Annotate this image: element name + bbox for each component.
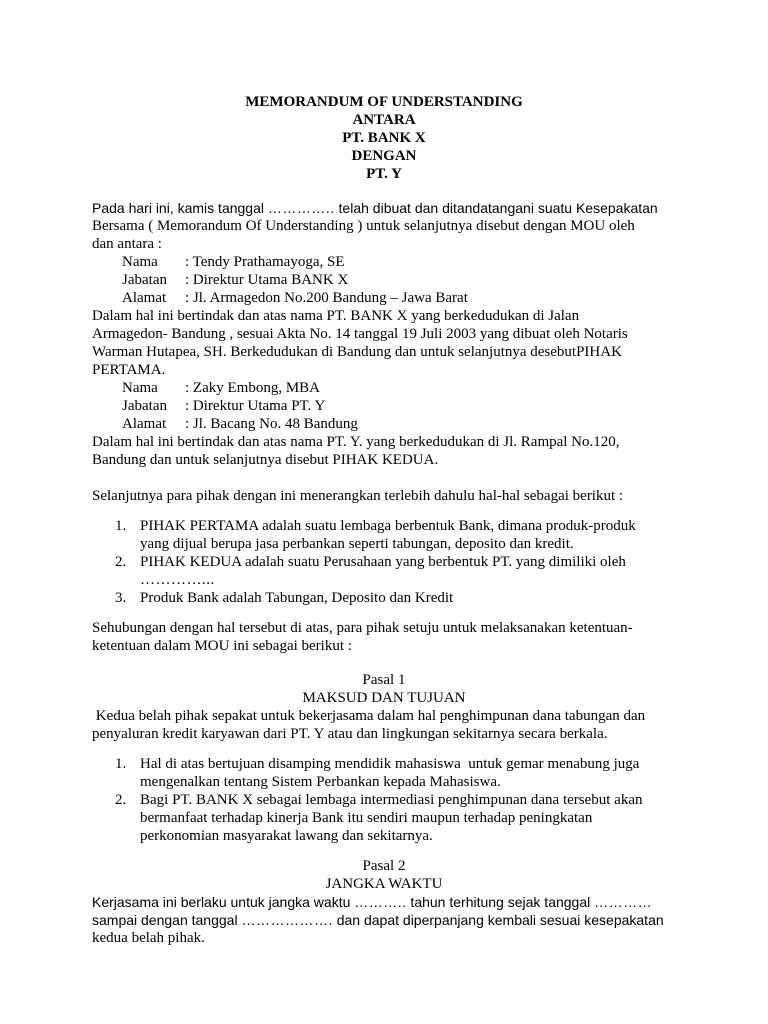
title-line-memorandum: MEMORANDUM OF UNDERSTANDING: [245, 94, 523, 110]
title-line-antara: ANTARA: [352, 112, 416, 128]
intro-line-1: [92, 199, 658, 217]
recital-item-number: 3.: [115, 590, 127, 606]
party1-jabatan-label: Jabatan: [122, 272, 167, 288]
pasal2-line-3: kedua belah pihak.: [92, 930, 205, 946]
pasal1-body-line: Kedua belah pihak sepakat untuk bekerjasama dalam hal penghimpunan dana tabungan dan: [92, 708, 646, 724]
recital-item-line: Produk Bank adalah Tabungan, Deposito dan Kredit: [140, 590, 454, 606]
pasal1-item-line: Hal di atas bertujuan disamping mendidik mahasiswa untuk gemar menabung juga: [140, 756, 640, 772]
pasal2-text: tahun terhitung sejak tanggal: [406, 894, 595, 910]
recital-intro: Selanjutnya para pihak dengan ini menerangkan terlebih dahulu hal-hal sebagai berikut :: [92, 488, 624, 504]
pasal1-item-line: mengenalkan tentang Sistem Perbankan kepada Mahasiswa.: [140, 774, 501, 790]
party2-alamat-value: : Jl. Bacang No. 48 Bandung: [185, 416, 358, 432]
intro-text-end: telah dibuat dan ditandatangani suatu Kesepakatan: [334, 200, 658, 216]
party1-jabatan-value: : Direktur Utama BANK X: [185, 272, 349, 288]
date-blank: …………..: [267, 200, 335, 216]
party2-jabatan-label: Jabatan: [122, 398, 167, 414]
pasal2-subtitle: JANGKA WAKTU: [325, 876, 443, 892]
intro-line-2: Bersama ( Memorandum Of Understanding ) untuk selanjutnya disebut dengan MOU oleh: [92, 218, 635, 234]
end-date-blank: ……………….: [241, 912, 333, 928]
duration-blank: ………..: [354, 894, 407, 910]
agreement-line: ketentuan dalam MOU ini sebagai berikut :: [92, 638, 352, 654]
recital-item-line: yang dijual berupa jasa perbankan seperti tabungan, deposito dan kredit.: [140, 536, 574, 552]
title-line-pty: PT. Y: [366, 166, 402, 182]
pasal1-item-line: Bagi PT. BANK X sebagai lembaga intermediasi penghimpunan dana tersebut akan: [140, 792, 643, 808]
intro-line-3: dan antara :: [92, 236, 162, 252]
pasal1-item-line: perkonomian masyarakat lawang dan sekitarnya.: [140, 828, 433, 844]
pasal2-title: Pasal 2: [362, 858, 406, 874]
party1-nama-value: : Tendy Prathamayoga, SE: [185, 254, 345, 270]
party2-nama-label: Nama: [122, 380, 158, 396]
party2-alamat-label: Alamat: [122, 416, 167, 432]
pasal1-title: Pasal 1: [362, 672, 406, 688]
party2-jabatan-value: : Direktur Utama PT. Y: [185, 398, 326, 414]
pasal1-body-line: penyaluran kredit karyawan dari PT. Y atau dan lingkungan sekitarnya secara berkala.: [92, 726, 608, 742]
intro-text-start: Pada hari ini, kamis tanggal: [92, 200, 268, 216]
title-line-dengan: DENGAN: [351, 148, 417, 164]
recital-item-line: PIHAK KEDUA adalah suatu Perusahaan yang berbentuk PT. yang dimiliki oleh: [140, 554, 626, 570]
pasal2-line-2: [92, 911, 664, 929]
recital-item-number: 1.: [115, 518, 127, 534]
party1-nama-label: Nama: [122, 254, 158, 270]
owner-blank: …………...: [140, 572, 215, 588]
party1-desc-line: Armagedon- Bandung , sesuai Akta No. 14 tanggal 19 Juli 2003 yang dibuat oleh Notaris: [92, 326, 628, 342]
party1-desc-line: Warman Hutapea, SH. Berkedudukan di Bandung dan untuk selanjutnya desebutPIHAK: [92, 344, 622, 360]
pasal2-text: sampai dengan tanggal: [92, 912, 242, 928]
party2-nama-value: : Zaky Embong, MBA: [185, 380, 320, 396]
pasal1-subtitle: MAKSUD DAN TUJUAN: [302, 690, 466, 706]
title-line-bank: PT. BANK X: [342, 130, 426, 146]
pasal1-item-number: 2.: [115, 792, 127, 808]
party1-alamat-value: : Jl. Armagedon No.200 Bandung – Jawa Barat: [185, 290, 468, 306]
pasal1-item-number: 1.: [115, 756, 127, 772]
recital-item-line: PIHAK PERTAMA adalah suatu lembaga berbentuk Bank, dimana produk-produk: [140, 518, 636, 534]
party1-alamat-label: Alamat: [122, 290, 167, 306]
party2-desc-line: Dalam hal ini bertindak dan atas nama PT. Y. yang berkedudukan di Jl. Rampal No.120,: [92, 434, 620, 450]
agreement-line: Sehubungan dengan hal tersebut di atas, para pihak setuju untuk melaksanakan ketentuan-: [92, 620, 633, 636]
party1-desc-line: PERTAMA.: [92, 362, 166, 378]
recital-item-number: 2.: [115, 554, 127, 570]
party1-desc-line: Dalam hal ini bertindak dan atas nama PT. BANK X yang berkedudukan di Jalan: [92, 308, 580, 324]
start-date-blank: …………: [594, 894, 653, 910]
pasal2-line-1: [92, 893, 652, 911]
pasal2-text: dan dapat diperpanjang kembali sesuai kesepakatan: [332, 912, 664, 928]
pasal2-text: Kerjasama ini berlaku untuk jangka waktu: [92, 894, 355, 910]
party2-desc-line: Bandung dan untuk selanjutnya disebut PIHAK KEDUA.: [92, 452, 439, 468]
pasal1-item-line: bermanfaat terhadap kinerja Bank itu sendiri maupun terhadap peningkatan: [140, 810, 593, 826]
